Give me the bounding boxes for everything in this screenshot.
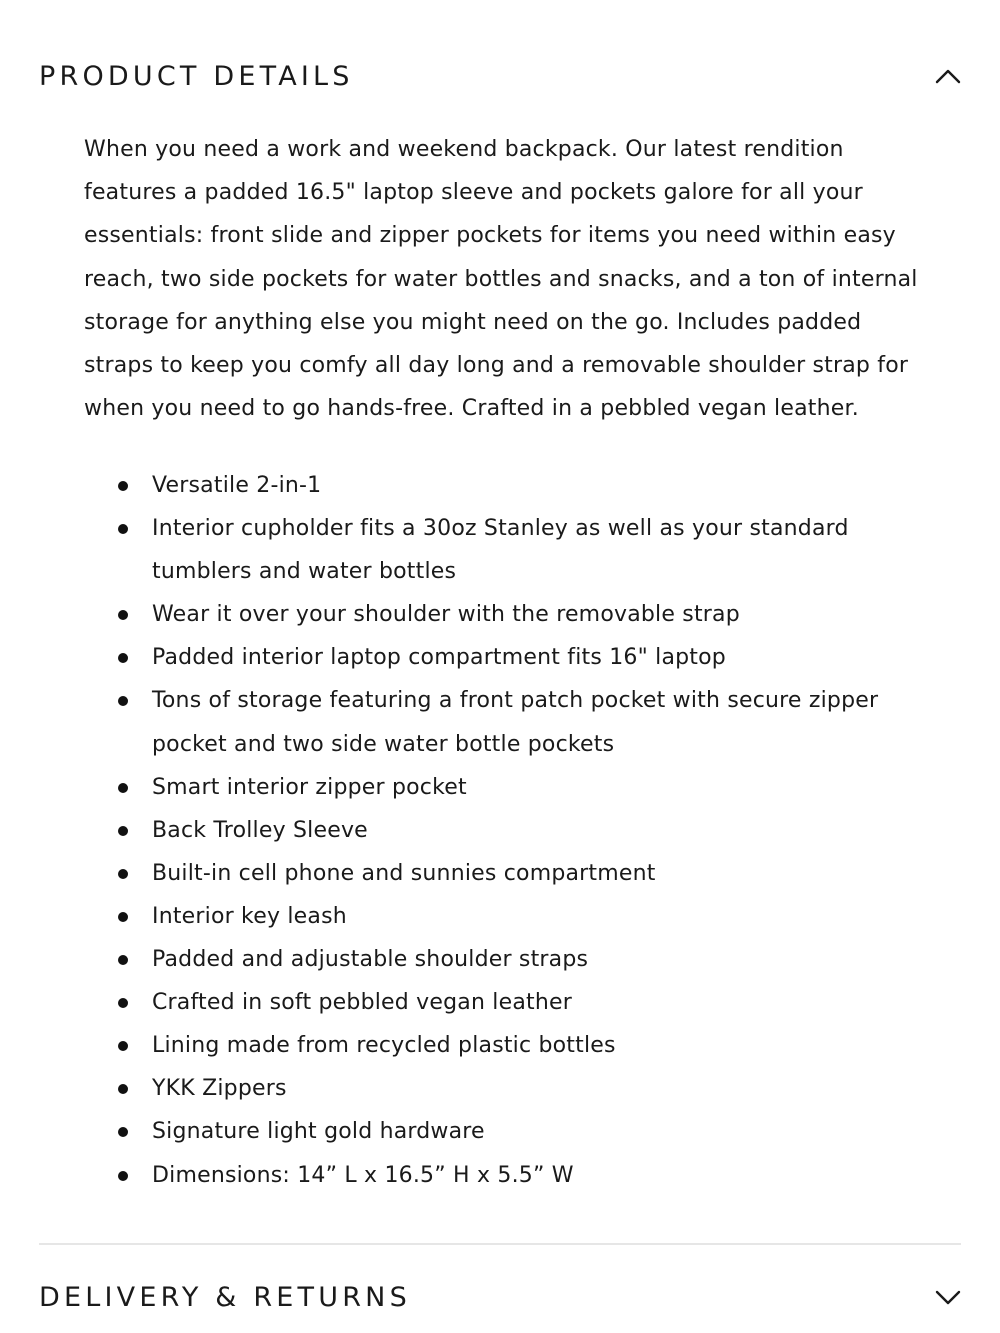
list-item <box>84 1024 924 1067</box>
bullet-icon <box>118 783 128 793</box>
list-item <box>84 507 924 593</box>
feature-text: Smart interior zipper pocket <box>152 774 467 800</box>
list-item <box>84 766 924 809</box>
bullet-icon <box>118 653 128 663</box>
product-details-header[interactable] <box>39 52 961 100</box>
list-item <box>84 1067 924 1110</box>
chevron-down-icon[interactable] <box>935 1284 961 1310</box>
bullet-icon <box>118 610 128 620</box>
delivery-returns-title: DELIVERY & RETURNS <box>39 1281 411 1313</box>
list-item <box>84 938 924 981</box>
feature-text: Signature light gold hardware <box>152 1119 485 1145</box>
delivery-returns-header[interactable] <box>39 1273 961 1321</box>
bullet-icon <box>118 1171 128 1181</box>
list-item <box>84 593 924 636</box>
bullet-icon <box>118 524 128 534</box>
list-item <box>84 679 924 765</box>
list-item <box>84 895 924 938</box>
bullet-icon <box>118 912 128 922</box>
bullet-icon <box>118 1041 128 1051</box>
bullet-icon <box>118 696 128 706</box>
feature-text: Interior key leash <box>152 903 347 929</box>
bullet-icon <box>118 1084 128 1094</box>
feature-text: Back Trolley Sleeve <box>152 817 368 843</box>
bullet-icon <box>118 826 128 836</box>
feature-text: YKK Zippers <box>152 1076 287 1102</box>
feature-text: Crafted in soft pebbled vegan leather <box>152 990 572 1016</box>
section-divider <box>39 1243 961 1245</box>
feature-text: Padded interior laptop compartment fits 16" laptop <box>152 645 726 671</box>
feature-list <box>84 464 924 1197</box>
list-item <box>84 636 924 679</box>
list-item <box>84 1110 924 1153</box>
bullet-icon <box>118 955 128 965</box>
list-item <box>84 852 924 895</box>
bullet-icon <box>118 998 128 1008</box>
product-description: When you need a work and weekend backpack. Our latest rendition features a padded 16.5" laptop sleeve and pockets galore for all your essentials: front slide and zipper pockets for items you need within easy reach, two side pockets for water bottles and snacks, and a ton of internal storage for anything else you might need on the go. Includes padded straps to keep you comfy all day long and a removable shoulder strap for when you need to go hands-free. Crafted in a pebbled vegan leather. <box>84 137 918 422</box>
feature-text: Interior cupholder fits a 30oz Stanley as well as your standard tumblers and water bottles <box>152 516 849 585</box>
bullet-icon <box>118 869 128 879</box>
feature-text: Versatile 2-in-1 <box>152 473 322 498</box>
product-details-title: PRODUCT DETAILS <box>39 60 354 92</box>
feature-text: Dimensions: 14” L x 16.5” H x 5.5” W <box>152 1162 574 1188</box>
feature-text: Tons of storage featuring a front patch pocket with secure zipper pocket and two side water bottle pockets <box>152 688 879 757</box>
bullet-icon <box>118 1127 128 1137</box>
list-item <box>84 1154 924 1197</box>
list-item <box>84 464 924 507</box>
feature-text: Padded and adjustable shoulder straps <box>152 947 589 973</box>
list-item <box>84 809 924 852</box>
list-item <box>84 981 924 1024</box>
feature-text: Built-in cell phone and sunnies compartment <box>152 860 656 886</box>
feature-text: Wear it over your shoulder with the removable strap <box>152 602 740 628</box>
feature-text: Lining made from recycled plastic bottles <box>152 1033 616 1059</box>
chevron-up-icon[interactable] <box>935 63 961 89</box>
bullet-icon <box>118 481 128 491</box>
